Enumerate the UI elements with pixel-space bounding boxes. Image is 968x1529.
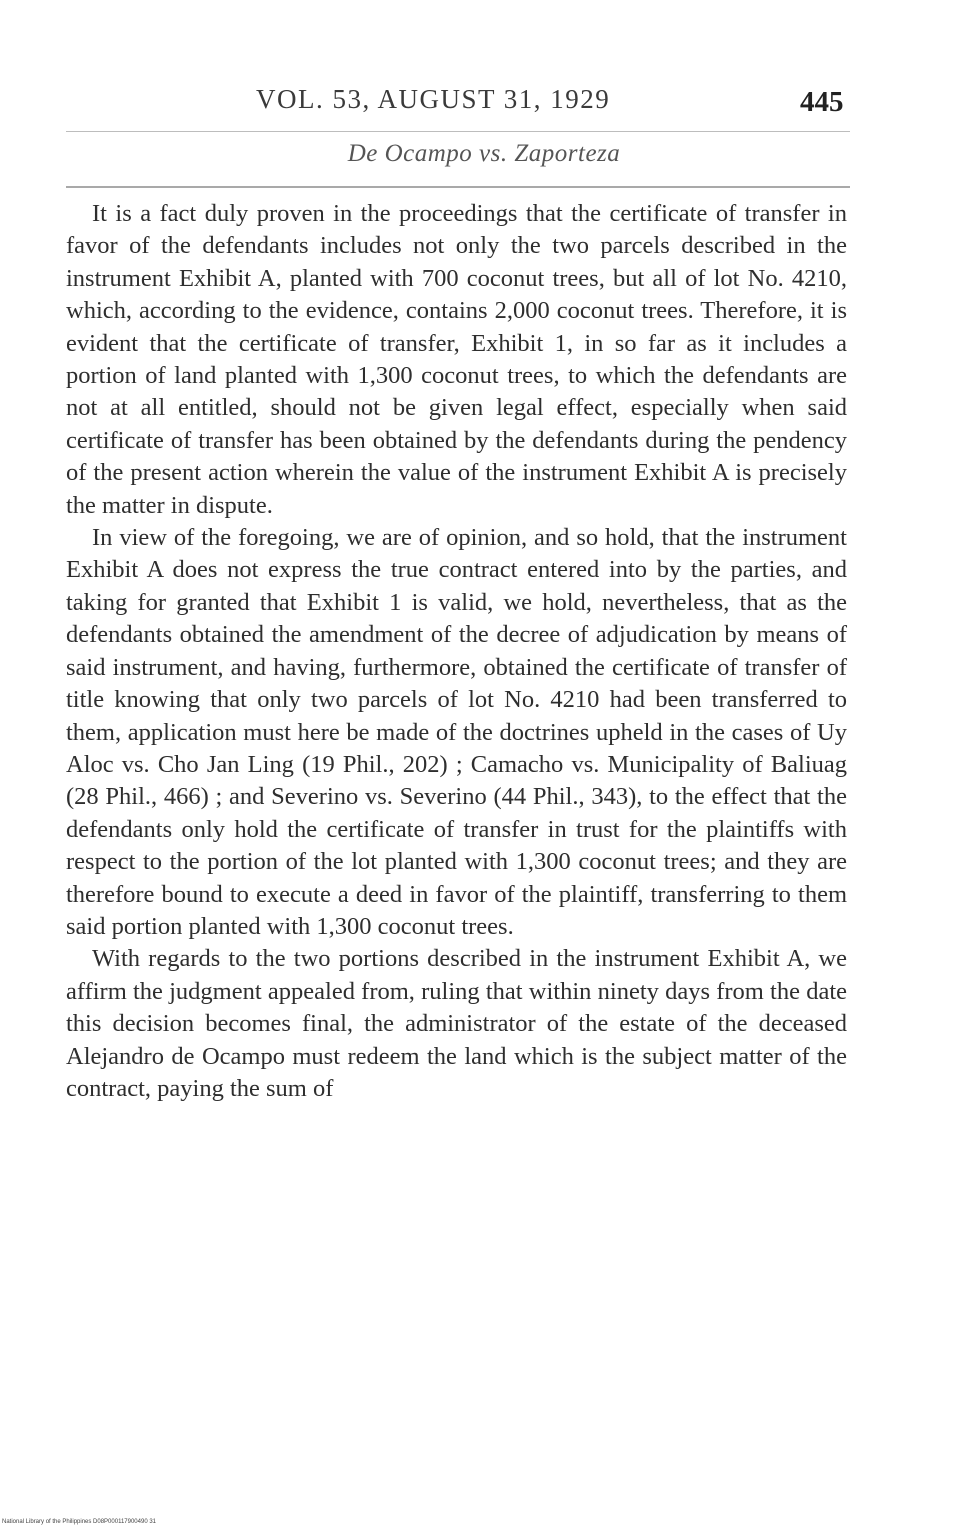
running-head: VOL. 53, AUGUST 31, 1929 xyxy=(256,84,611,114)
paragraph: It is a fact duly proven in the proceedings that the certificate of transfer in favor of the defendants includes not only the two parcels described in the instrument Exhibit A, planted with 700 coconut trees, but all of lot No. 4210, which, according to the evidence, contains 2,000 coconut trees. Therefore, it is evident that the certificate of transfer, Exhibit 1, in so far as it includes a portion of land planted with 1,300 coconut trees, to which the defendants are not at all entitled, should not be given legal effect, especially when said certificate of transfer has been obtained by the defendants during the pendency of the present action wherein the value of the instrument Exhibit A is precisely the matter in dispute. xyxy=(66,200,847,519)
header-rule-bottom xyxy=(66,186,850,188)
scan-footer-note: National Library of the Philippines D08P000117900490 31 xyxy=(2,1519,156,1525)
page-number: 445 xyxy=(800,86,844,118)
case-title: De Ocampo vs. Zaporteza xyxy=(347,140,621,167)
header-rule-top xyxy=(66,131,850,132)
body-text xyxy=(66,198,847,1105)
paragraph: With regards to the two portions described in the instrument Exhibit A, we affirm the judgment appealed from, ruling that within ninety days from the date this decision becomes final, the administrator of the estate of the deceased Alejandro de Ocampo must redeem the land which is the subject matter of the contract, paying the sum of xyxy=(66,945,847,1102)
paragraph: In view of the foregoing, we are of opinion, and so hold, that the instrument Exhibit A does not express the true contract entered into by the parties, and taking for granted that Exhibit 1 is valid, we hold, nevertheless, that as the defendants obtained the amendment of the decree of adjudication by means of said instrument, and having, furthermore, obtained the certificate of transfer of title knowing that only two parcels of lot No. 4210 had been transferred to them, application must here be made of the doctrines upheld in the cases of Uy Aloc vs. Cho Jan Ling (19 Phil., 202) ; Camacho vs. Municipality of Baliuag (28 Phil., 466) ; and Severino vs. Severino (44 Phil., 343), to the effect that the defendants only hold the certificate of transfer in trust for the plaintiffs with respect to the portion of the lot planted with 1,300 coconut trees; and they are therefore bound to execute a deed in favor of the plaintiff, transferring to them said portion planted with 1,300 coconut trees. xyxy=(66,524,847,940)
